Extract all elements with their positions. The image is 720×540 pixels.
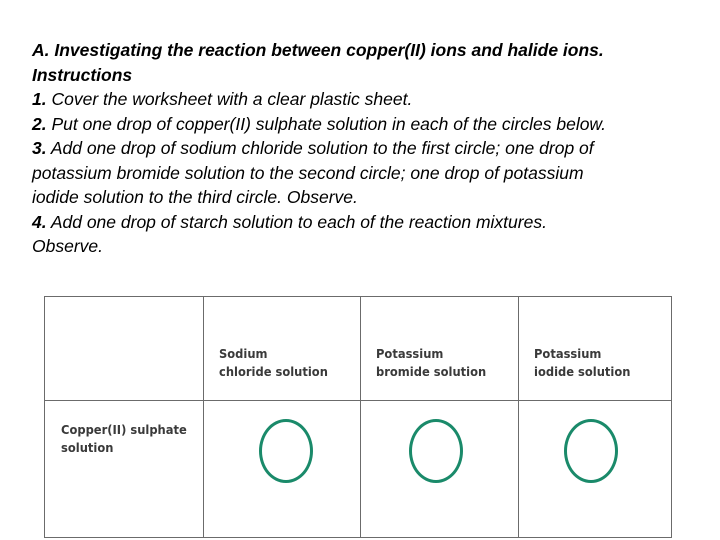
step-text: Add one drop of sodium chloride solution to the first circle; one drop of	[46, 138, 594, 158]
column-header-cell	[204, 297, 361, 401]
step-number: 3.	[32, 138, 47, 158]
step-3-continuation: iodide solution to the third circle. Observe.	[32, 187, 358, 207]
step-text: Put one drop of copper(II) sulphate solution in each of the circles below.	[46, 113, 606, 134]
step-2	[32, 112, 702, 137]
row-header-copper-sulphate: Copper(II) sulphate solution	[61, 422, 187, 455]
drop-circle-3	[564, 419, 618, 483]
column-header-cell	[361, 297, 519, 401]
step-number: 2.	[32, 113, 47, 134]
reaction-cell	[204, 401, 361, 537]
column-header-sodium-chloride: Sodium chloride solution	[219, 346, 328, 379]
table-corner-cell	[45, 297, 204, 401]
drop-circle-2	[409, 419, 463, 483]
step-3	[32, 136, 702, 161]
step-number: 4.	[32, 211, 47, 232]
row-header-cell	[45, 401, 204, 537]
step-text: Add one drop of starch solution to each of the reaction mixtures.	[46, 211, 547, 232]
step-text: Cover the worksheet with a clear plastic sheet.	[46, 89, 413, 109]
column-header-cell	[519, 297, 671, 401]
reaction-cell	[361, 401, 519, 537]
step-4-continuation: Observe.	[32, 236, 103, 256]
step-number: 1.	[32, 89, 47, 109]
column-header-potassium-iodide: Potassium iodide solution	[534, 346, 631, 379]
instructions-text	[32, 38, 702, 259]
section-heading: A. Investigating the reaction between copper(II) ions and halide ions.	[32, 40, 604, 60]
instructions-subheading: Instructions	[32, 64, 133, 85]
step-3-continuation: potassium bromide solution to the second circle; one drop of potassium	[32, 162, 584, 183]
drop-circle-1	[259, 419, 313, 483]
column-header-potassium-bromide: Potassium bromide solution	[376, 346, 487, 379]
step-4	[32, 210, 702, 235]
step-1	[32, 87, 702, 112]
reaction-cell	[519, 401, 671, 537]
worksheet-table	[44, 296, 672, 538]
